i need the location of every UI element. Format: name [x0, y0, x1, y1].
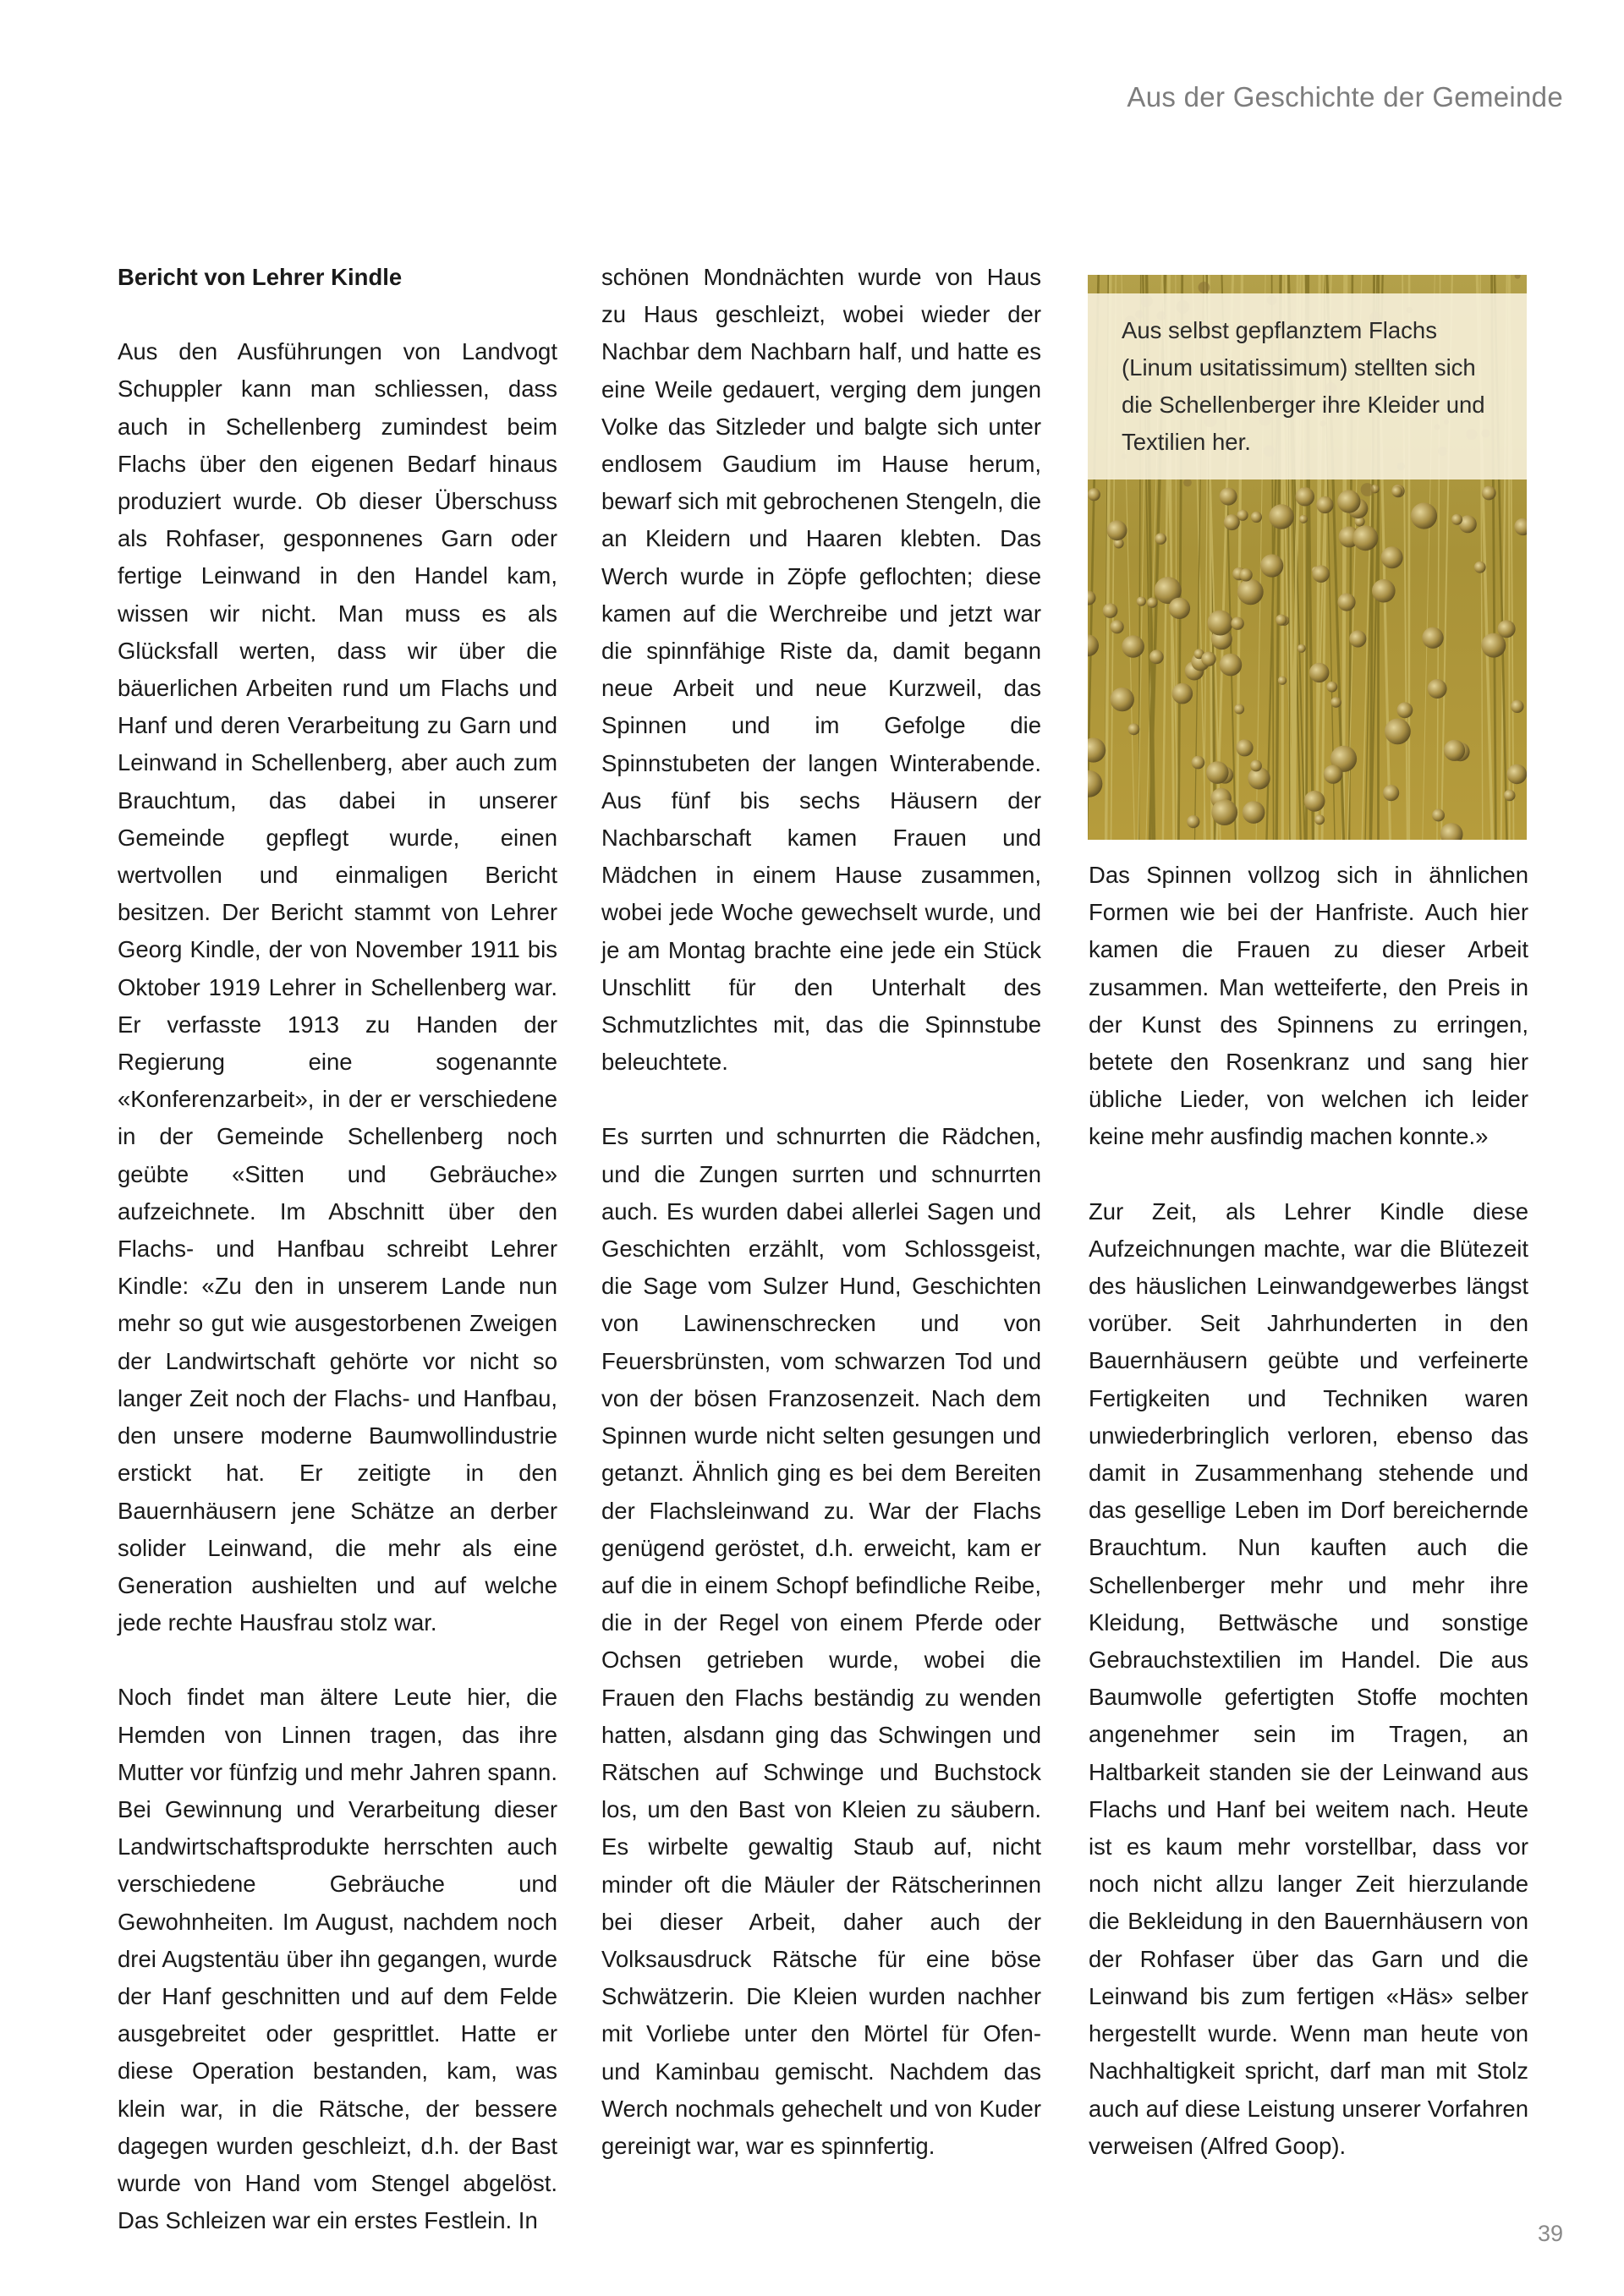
flax-seed-pod: [1411, 502, 1437, 529]
flax-seed-pod: [1304, 791, 1325, 812]
flax-seed-pod: [1149, 649, 1164, 664]
flax-seed-pod: [1201, 652, 1215, 666]
flax-seed-pod: [1298, 644, 1306, 653]
flax-seed-pod: [1183, 479, 1192, 487]
flax-seed-pod: [1128, 723, 1140, 735]
flax-seed-pod: [1206, 761, 1229, 784]
flax-seed-pod: [1111, 688, 1134, 711]
flax-seed-pod: [1137, 597, 1146, 606]
flax-seed-pod: [1243, 801, 1265, 824]
flax-seed-pod: [1314, 814, 1325, 825]
flax-seed-pod: [1352, 525, 1378, 551]
flax-seed-pod: [1234, 704, 1244, 715]
flax-seed-pod: [1316, 496, 1333, 513]
flax-seed-pod: [1239, 568, 1252, 581]
paragraph: Das Spinnen vollzog sich in ähnlichen Formen wie bei der Hanfriste. Auch hier kamen die Frauen zu dieser Arbeit zusammen. Man wetteiferte, den Preis in der Kunst des Spinnens zu erringen, betete den Rosenkranz und sang hier übliche Lieder, von welchen ich leider keine mehr ausfindig machen konnte.»: [1089, 862, 1528, 1150]
flax-seed-pod: [1122, 635, 1144, 658]
flax-seed-pod: [1299, 515, 1308, 523]
flax-seed-pod: [1276, 615, 1287, 626]
paragraph: Es surrten und schnurrten die Rädchen, und die Zungen surrten und schnurrten auch. Es wurden dabei allerlei Sagen und Geschichten erzählt, vom Schlossgeist, die Sage vom Sulzer Hund, Geschichten von Lawinenschrecken und von Feuersbrünsten, vom schwarzen Tod und von der bösen Franzosenzeit. Nach dem Spinnen wurde nicht selten gesungen und getanzt. Ähnlich ging es bei dem Bereiten der Flachsleinwand zu. War der Flachs genügend geröstet, d.h. erweicht, kam er auf die in einem Schopf befindliche Reibe, die in der Regel von einem Pferde oder Ochsen getrieben wurde, wobei die Frauen den Flachs beständig zu wenden hatten, alsdann ging das Schwingen und Rätschen auf Schwinge und Buchstock los, um den Bast von Kleien zu säubern. Es wirbelte gewaltig Staub auf, nicht minder oft die Mäuler der Rätscherinnen bei dieser Arbeit, daher auch der Volksausdruck Rätsche für eine böse Schwätzerin. Die Kleien wurden nachher mit Vorliebe unter den Mörtel für Ofen- und Kaminbau gemischt. Nachdem das Werch nochmals gehechelt und von Kuder gereinigt war, war es spinnfertig.: [601, 1123, 1041, 2159]
flax-seed-pod: [1199, 282, 1210, 293]
flax-seed-pod: [1236, 739, 1253, 756]
flax-seed-pod: [1504, 790, 1516, 802]
paragraph: Zur Zeit, als Lehrer Kindle diese Aufzeichnungen machte, war die Blütezeit des häuslichen Leinwandgewerbes längst vorüber. Seit Jahrhunderten in den Bauernhäusern geübte und verfeinerte Fertigkeiten und Techniken waren unwiederbringlich verloren, ebenso das damit in Zusammenhang stehende und das gesellige Leben im Dorf bereichernde Brauchtum. Nun kauften auch die Schellenberger mehr und mehr ihre Kleidung, Bettwäsche und sonstige Gebrauchstextilien im Handel. Die aus Baumwolle gefertigten Stoffe mochten angenehmer sein im Tragen, an Haltbarkeit standen sie der Leinwand aus Flachs und Hanf bei weitem nach. Heute ist es kaum mehr vorstellbar, dass vor noch nicht allzu langer Zeit hierzulande die Bekleidung in den Bauernhäusern von der Rohfaser über das Garn und die Leinwand bis zum fertigen «Häs» selber hergestellt wurde. Wenn man heute von Nachhaltigkeit spricht, darf man mit Stolz auch auf diese Leistung unserer Vorfahren verweisen (Alfred Goop).: [1089, 1197, 1528, 2159]
flax-seed-pod: [1088, 488, 1100, 501]
flax-photo: [1088, 275, 1527, 840]
paragraph: Aus den Ausführungen von Landvogt Schuppler kann man schliessen, dass auch in Schellenberg zumindest beim Flachs über den eigenen Bedarf hinaus produziert wurde. Ob dieser Überschuss als Rohfaser, gesponnenes Garn oder fertige Leinwand in den Handel kam, wissen wir nicht. Man muss es als Glücksfall werten, dass wir über die bäuerlichen Arbeiten rund um Flachs und Hanf und deren Verarbeitung zu Garn und Leinwand in Schellenberg, aber auch zum Brauchtum, das dabei in unserer Gemeinde gepflegt wurde, einen wertvollen und einmaligen Bericht besitzen. Der Bericht stammt von Lehrer Georg Kindle, der von November 1911 bis Oktober 1919 Lehrer in Schellenberg war. Er verfasste 1913 zu Handen der Regierung eine sogenannte «Konferenzarbeit», in der er verschiedene in der Gemeinde Schellenberg noch geübte «Sitten und Gebräuche» aufzeichnete. Im Abschnitt über den Flachs- und Hanfbau schreibt Lehrer Kindle: «Zu den in unserem Lande nun mehr so gut wie ausgestorbenen Zweigen der Landwirtschaft gehörte vor nicht so langer Zeit noch der Flachs- und Hanfbau, den unsere moderne Baumwollindustrie erstickt hat. Er zeitigte in den Bauernhäusern jene Schätze an derber solider Leinwand, die mehr als eine Generation aushielten und auf welche jede rechte Hausfrau stolz war.: [118, 338, 557, 1636]
flax-seed-pod: [1444, 740, 1465, 761]
flax-seed-pod: [1451, 514, 1462, 525]
flax-seed-pod: [1432, 809, 1445, 822]
flax-seed-pod: [1278, 677, 1287, 685]
flax-seed-pod: [1260, 554, 1283, 577]
flax-seed-pod: [1296, 487, 1314, 506]
flax-seed-pod: [1172, 683, 1193, 704]
flax-seed-pod: [1507, 764, 1528, 785]
flax-seed-pod: [1422, 627, 1443, 649]
flax-seed-pod: [1211, 799, 1237, 825]
flax-seed-pod: [1224, 514, 1240, 530]
flax-seed-pod: [1237, 579, 1264, 606]
text-column-1: [118, 259, 557, 2239]
flax-seed-pod: [1381, 546, 1403, 568]
flax-seed-pod: [1169, 598, 1190, 619]
flax-seed-pod: [1391, 486, 1402, 497]
text-column-2: [601, 259, 1041, 2165]
flax-seed-pod: [1349, 630, 1366, 647]
flax-seed-pod: [1220, 488, 1237, 506]
flax-seed-pod: [1251, 512, 1262, 523]
flax-seed-pod: [1372, 579, 1396, 603]
flax-seed-pod: [1147, 597, 1157, 607]
flax-seed-pod: [1498, 620, 1516, 638]
flax-seed-pod: [1330, 697, 1341, 708]
flax-seed-pod: [1111, 620, 1124, 633]
flax-seed-pod: [1312, 565, 1330, 583]
flax-seed-pod: [1107, 520, 1127, 540]
photo-caption: Aus selbst gepflanztem Flachs (Linum usitatissimum) stellten sich die Schellenberger ihre Kleider und Textilien her.: [1088, 293, 1527, 479]
flax-seed-pod: [1428, 679, 1447, 699]
flax-seed-pod: [1192, 756, 1205, 770]
flax-seed-pod: [1482, 486, 1496, 501]
flax-seed-pod: [1337, 490, 1360, 512]
flax-seed-pod: [1220, 654, 1243, 677]
flax-seed-pod: [1361, 483, 1374, 496]
flax-seed-pod: [1397, 702, 1413, 718]
flax-seed-pod: [1309, 663, 1329, 682]
flax-seed-pod: [1269, 504, 1294, 529]
page-number: 39: [1537, 2221, 1563, 2246]
paragraph: Noch findet man ältere Leute hier, die Hemden von Linnen tragen, das ihre Mutter vor fünfzig und mehr Jahren spann. Bei Gewinnung und Verarbeitung dieser Landwirtschaftsprodukte herrschten auch verschiedene Gebräuche und Gewohnheiten. Im August, nachdem noch drei Augstentäu über ihn gegangen, wurde der Hanf geschnitten und auf dem Felde ausgebreitet oder gesprittlet. Hatte er diese Operation bestanden, kam, was klein war, in die Rätsche, der bessere dagegen wurden geschleizt, d.h. der Bast wurde von Hand vom Stengel abgelöst. Das Schleizen war ein erstes Festlein. In: [118, 1684, 557, 2234]
flax-seed-pod: [1324, 764, 1342, 783]
flax-seed-pod: [1337, 593, 1355, 611]
flax-seed-pod: [1155, 533, 1167, 545]
flax-seed-pod: [1385, 719, 1411, 745]
paragraph: schönen Mondnächten wurde von Haus zu Haus geschleizt, wobei wieder der Nachbar dem Nachbarn half, und hatte es eine Weile gedauert, verging dem jungen Volke das Sitzleder und balgte sich unter endlosem Gaudium im Hause herum, bewarf sich mit gebrochenen Stengeln, die an Kleidern und Haaren klebten. Das Werch wurde in Zöpfe geflochten; diese kamen auf die Werchreibe und jetzt war die spinnfähige Riste da, damit begann neue Arbeit und neue Kurzweil, das Spinnen und im Gefolge die Spinnstubeten der langen Winterabende. Aus fünf bis sechs Häusern der Nachbarschaft kamen Frauen und Mädchen in einem Hause zusammen, wobei jede Woche gewechselt wurde, und je am Montag brachte eine jede ein Stück Unschlitt für den Unterhalt des Schmutzlichtes mit, das die Spinnstube beleuchtete.: [601, 264, 1041, 1076]
flax-seed-pod: [1481, 633, 1506, 658]
flax-seed-pod: [1326, 682, 1337, 693]
flax-seed-pod: [1187, 815, 1199, 828]
flax-seed-pod: [1511, 700, 1523, 713]
flax-seed-pod: [1208, 611, 1233, 636]
running-header: Aus der Geschichte der Gemeinde: [1127, 81, 1563, 112]
flax-seed-pod: [1383, 785, 1399, 801]
flax-seed-pod: [1474, 562, 1486, 573]
flax-seed-pod: [1103, 603, 1118, 618]
section-heading: Bericht von Lehrer Kindle: [118, 264, 403, 290]
flax-seed-pod: [1231, 617, 1243, 630]
flax-seed-pod: [1250, 760, 1262, 772]
text-column-3: [1089, 857, 1528, 2165]
